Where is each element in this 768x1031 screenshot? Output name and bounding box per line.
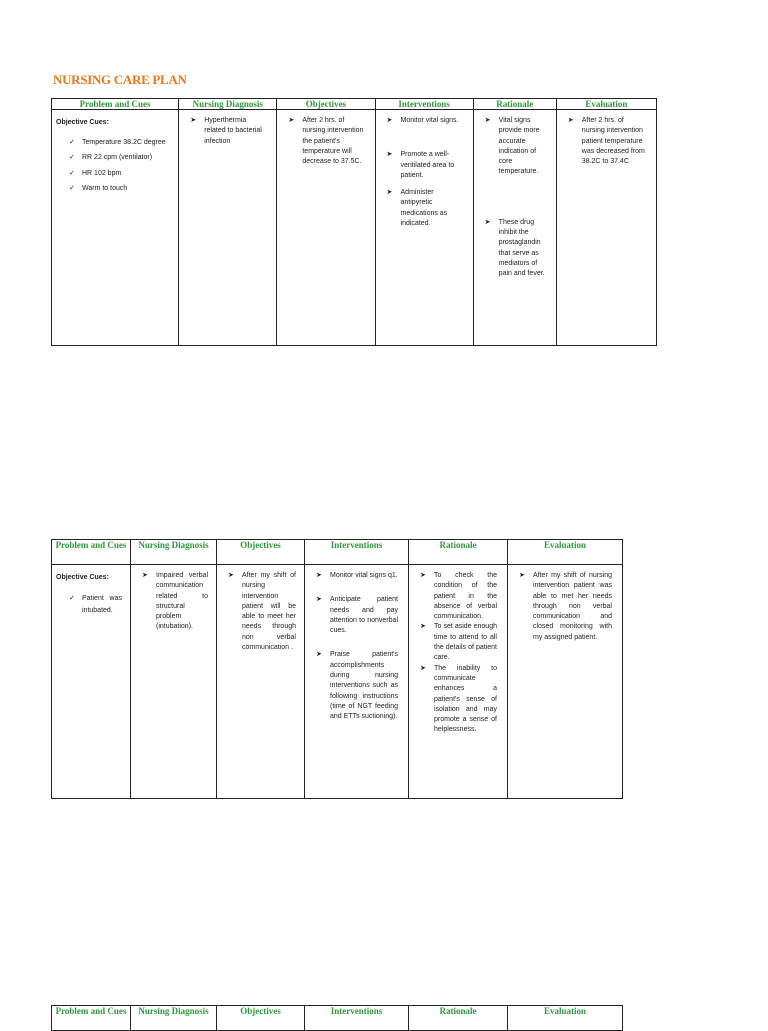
cues-label: Objective Cues: (56, 119, 109, 126)
header-rationale: Rationale (409, 1006, 508, 1031)
header-objectives: Objectives (217, 1006, 305, 1031)
header-evaluation: Evaluation (508, 1006, 623, 1031)
objective-text: ➤ After my shift of nursing intervention patient will be able to meet her needs through non verbal communication . (217, 571, 300, 653)
objectives-cell (277, 110, 375, 346)
table-header-row (52, 540, 623, 565)
table-row (52, 565, 623, 799)
intervention-item: ➤ Anticipate patient needs and pay attention to nonverbal cues. (305, 595, 404, 636)
rationale-item: ➤ Vital signs provide more accurate indication of core temperature. (474, 116, 552, 178)
header-problem-cues: Problem and Cues (52, 540, 131, 565)
header-nursing-diagnosis: Nursing Diagnosis (131, 540, 217, 565)
intervention-item: ➤ Administer antipyretic medications as indicated. (376, 188, 469, 229)
header-interventions: Interventions (375, 99, 473, 110)
rationale-item: ➤ To check the condition of the patient in the absence of verbal communication. (409, 571, 503, 622)
care-plan-table-1 (51, 98, 657, 346)
table-header-row (52, 1006, 623, 1031)
evaluation-text: ➤ After 2 hrs. of nursing intervention patient temperature was decreased from 38.2C to 37.4C (557, 116, 652, 167)
header-objectives: Objectives (277, 99, 375, 110)
header-rationale: Rationale (473, 99, 556, 110)
cue-item: ✓ Warm to touch (52, 184, 174, 194)
cues-label: Objective Cues: (56, 574, 109, 581)
rationale-cell (473, 110, 556, 346)
care-plan-table-2 (51, 539, 623, 799)
header-interventions: Interventions (305, 540, 409, 565)
rationale-item: ➤ These drug inhibit the prostaglandin that serve as mediators of pain and fever. (474, 218, 552, 280)
problem-cues-cell (52, 110, 179, 346)
nursing-diagnosis-cell (179, 110, 277, 346)
header-objectives: Objectives (217, 540, 305, 565)
diagnosis-text: ➤ Impaired verbal communication related to structural problem (intubation). (131, 571, 212, 633)
header-nursing-diagnosis: Nursing Diagnosis (131, 1006, 217, 1031)
rationale-item: ➤ To set aside enough time to attend to all the details of patient care. (409, 622, 503, 663)
header-rationale: Rationale (409, 540, 508, 565)
header-evaluation: Evaluation (556, 99, 656, 110)
intervention-item: ➤ Monitor vital signs q1. (305, 571, 404, 581)
header-evaluation: Evaluation (508, 540, 623, 565)
cue-item: ✓ HR 102 bpm (52, 169, 174, 179)
table-row (52, 110, 657, 346)
intervention-item: ➤ Monitor vital signs. (376, 116, 469, 126)
interventions-cell (375, 110, 473, 346)
intervention-item: ➤ Promote a well-ventilated area to patient. (376, 150, 469, 181)
evaluation-cell (556, 110, 656, 346)
header-problem-cues: Problem and Cues (52, 99, 179, 110)
cue-item: ✓ Patient was intubated. (52, 593, 126, 617)
interventions-cell (305, 565, 409, 799)
care-plan-table-3 (51, 1005, 623, 1031)
header-problem-cues: Problem and Cues (52, 1006, 131, 1031)
objectives-cell (217, 565, 305, 799)
header-interventions: Interventions (305, 1006, 409, 1031)
cue-item: ✓ Temperature 38.2C degree (52, 138, 174, 148)
evaluation-cell (508, 565, 623, 799)
table-header-row (52, 99, 657, 110)
cue-item: ✓ RR 22 cpm (ventilator) (52, 153, 174, 163)
rationale-item: ➤ The inability to communicate enhances a patient's sense of isolation and may promote a sense of helplessness. (409, 664, 503, 736)
problem-cues-cell (52, 565, 131, 799)
document-title: NURSING CARE PLAN (53, 72, 187, 87)
intervention-item: ➤ Praise patient's accomplishments during nursing interventions such as following instructions (time of NGT feeding and ETTs suctioning). (305, 650, 404, 722)
header-nursing-diagnosis: Nursing Diagnosis (179, 99, 277, 110)
diagnosis-text: ➤ Hyperthermia related to bacterial infection (179, 116, 272, 147)
evaluation-text: ➤ After my shift of nursing intervention patient was able to met her needs through non verbal communication and closed monitoring with my assigned patient. (508, 571, 618, 643)
nursing-diagnosis-cell (131, 565, 217, 799)
rationale-cell (409, 565, 508, 799)
objective-text: ➤ After 2 hrs. of nursing intervention the patient's temperature will decrease to 37.5C. (277, 116, 370, 167)
